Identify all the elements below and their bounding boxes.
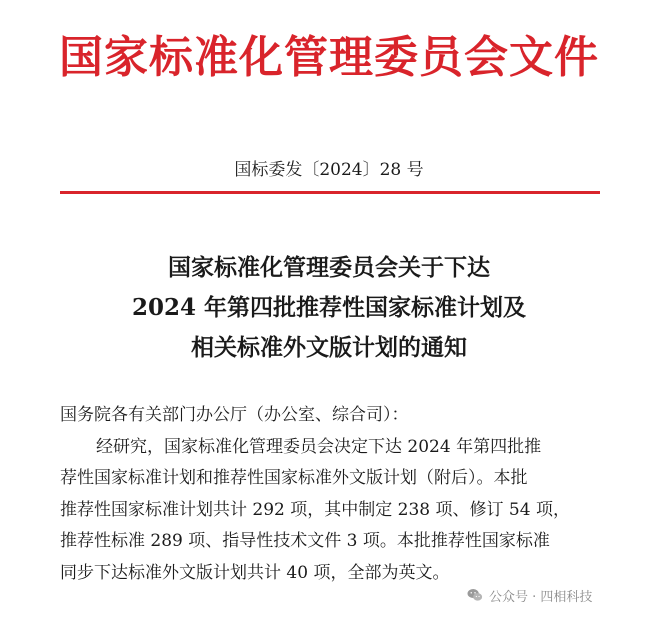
watermark-text: 公众号 · 四相科技 [489, 589, 593, 605]
notice-title-line: 相关标准外文版计划的通知 [191, 334, 467, 361]
notice-title [0, 248, 658, 368]
document-number: 国标委发〔2024〕28 号 [234, 160, 424, 180]
wechat-icon [466, 586, 484, 604]
body-line: 同步下达标准外文版计划共计 40 项，全部为英文。 [60, 562, 450, 583]
notice-body [60, 400, 600, 589]
red-divider [60, 191, 600, 194]
document-header-title: 国家标准化管理委员会文件 [59, 32, 599, 83]
notice-title-line: 2024 年第四批推荐性国家标准计划及 [131, 294, 527, 321]
wechat-watermark [460, 580, 598, 610]
body-line: 推荐性标准 289 项、指导性技术文件 3 项。本批推荐性国家标准 [60, 531, 550, 551]
notice-title-line: 国家标准化管理委员会关于下达 [168, 254, 490, 281]
body-line: 推荐性国家标准计划共计 292 项，其中制定 238 项、修订 54 项， [60, 499, 570, 520]
body-line: 经研究，国家标准化管理委员会决定下达 2024 年第四批推 [96, 436, 542, 457]
body-line: 荐性国家标准计划和推荐性国家标准外文版计划（附后）。本批 [60, 468, 528, 488]
salutation: 国务院各有关部门办公厅（办公室、综合司）： [60, 405, 409, 425]
